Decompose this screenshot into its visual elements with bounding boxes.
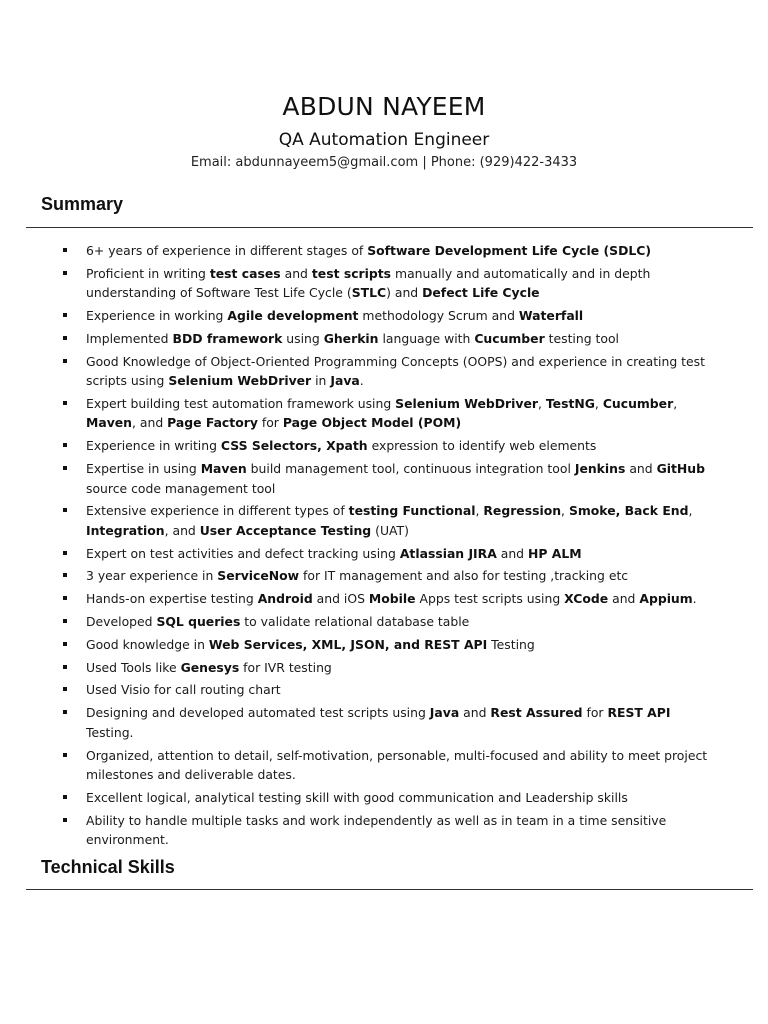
- summary-text: build management tool, continuous integration tool: [246, 461, 575, 477]
- summary-text: and: [459, 705, 491, 721]
- summary-emphasis: Atlassian JIRA: [399, 545, 497, 561]
- summary-text: Ability to handle multiple tasks and work independently as well as in team in a time sensitive environment.: [86, 812, 667, 848]
- summary-emphasis: XCode: [564, 591, 609, 607]
- summary-text: Experience in writing: [86, 438, 221, 454]
- summary-list: [60, 241, 710, 853]
- summary-text: , and: [132, 415, 168, 431]
- summary-emphasis: Java: [330, 373, 360, 389]
- summary-text: Proficient in writing: [86, 265, 210, 281]
- summary-text: ) and: [386, 285, 423, 301]
- summary-text: Apps test scripts using: [415, 591, 565, 607]
- summary-text: language with: [378, 330, 475, 346]
- summary-emphasis: Genesys: [180, 659, 240, 675]
- summary-item: [60, 329, 710, 349]
- summary-emphasis: BDD framework: [172, 330, 283, 346]
- summary-text: testing tool: [544, 330, 619, 346]
- summary-emphasis: Agile development: [227, 308, 359, 324]
- summary-text: and: [280, 265, 312, 281]
- summary-text: Experience in working: [86, 308, 228, 324]
- summary-item: [60, 306, 710, 326]
- summary-item: [60, 352, 710, 391]
- bullet-square-icon: [63, 596, 67, 600]
- summary-text: Used Tools like: [86, 659, 181, 675]
- summary-emphasis: Page Object Model (POM): [282, 415, 462, 431]
- summary-text: , and: [164, 522, 200, 538]
- summary-heading: Summary: [41, 194, 124, 214]
- summary-text: ,: [594, 395, 603, 411]
- summary-emphasis: SQL queries: [156, 614, 241, 630]
- summary-emphasis: Rest Assured: [490, 705, 583, 721]
- summary-item: [60, 241, 710, 261]
- summary-text: for IT management and also for testing ,tracking etc: [299, 568, 629, 584]
- summary-text: .: [692, 591, 697, 607]
- summary-text: Testing: [487, 636, 535, 652]
- summary-emphasis: Maven: [86, 415, 132, 431]
- summary-text: for IVR testing: [239, 659, 332, 675]
- bullet-square-icon: [63, 818, 67, 822]
- summary-emphasis: testing Functional: [348, 503, 476, 519]
- summary-text: manually and automatically and in depth understanding of Software Test Life Cycle (: [86, 265, 651, 301]
- summary-text: and: [496, 545, 528, 561]
- summary-text: for: [582, 705, 608, 721]
- summary-divider: [26, 227, 753, 228]
- summary-emphasis: GitHub: [656, 461, 705, 477]
- candidate-name: ABDUN NAYEEM: [282, 92, 486, 121]
- summary-emphasis: Smoke, Back End: [568, 503, 689, 519]
- bullet-square-icon: [63, 687, 67, 691]
- summary-emphasis: Cucumber: [474, 330, 545, 346]
- summary-emphasis: Regression: [483, 503, 562, 519]
- summary-item: [60, 658, 710, 678]
- summary-text: and: [625, 461, 657, 477]
- summary-emphasis: Defect Life Cycle: [422, 285, 540, 301]
- summary-text: (UAT): [371, 522, 409, 538]
- summary-emphasis: TestNG: [545, 395, 595, 411]
- summary-emphasis: ServiceNow: [217, 568, 300, 584]
- summary-emphasis: Web Services, XML, JSON, and REST API: [208, 636, 488, 652]
- summary-text: Organized, attention to detail, self-motivation, personable, multi-focused and ability to meet project milestones and deliverable dates.: [86, 747, 708, 783]
- summary-text: expression to identify web elements: [367, 438, 597, 454]
- bullet-square-icon: [63, 248, 67, 252]
- summary-text: ,: [688, 503, 693, 519]
- bullet-square-icon: [63, 795, 67, 799]
- summary-emphasis: Selenium WebDriver: [395, 395, 538, 411]
- summary-emphasis: test cases: [209, 265, 281, 281]
- bullet-square-icon: [63, 753, 67, 757]
- summary-text: using: [282, 330, 324, 346]
- summary-emphasis: HP ALM: [528, 545, 582, 561]
- contact-line: Email: abdunnayeem5@gmail.com | Phone: (929)422-3433: [190, 155, 578, 170]
- summary-text: Expertise in using: [86, 461, 201, 477]
- summary-text: .: [359, 373, 364, 389]
- bullet-square-icon: [63, 642, 67, 646]
- summary-emphasis: STLC: [351, 285, 387, 301]
- bullet-square-icon: [63, 710, 67, 714]
- summary-text: 3 year experience in: [86, 568, 218, 584]
- summary-text: ,: [561, 503, 569, 519]
- bullet-square-icon: [63, 619, 67, 623]
- summary-text: Used Visio for call routing chart: [86, 682, 281, 698]
- summary-emphasis: Integration: [86, 522, 165, 538]
- summary-text: 6+ years of experience in different stages of: [86, 243, 368, 258]
- summary-text: Hands-on expertise testing: [86, 591, 258, 607]
- summary-text: for: [257, 415, 283, 431]
- summary-text: and: [608, 591, 640, 607]
- summary-emphasis: Jenkins: [574, 461, 626, 477]
- summary-item: [60, 394, 710, 433]
- summary-text: source code management tool: [86, 480, 276, 496]
- summary-emphasis: Android: [257, 591, 313, 607]
- summary-text: Testing.: [86, 724, 134, 740]
- technical-skills-divider: [26, 889, 753, 890]
- summary-item: [60, 589, 710, 609]
- summary-text: Implemented: [86, 330, 173, 346]
- summary-text: in: [311, 373, 331, 389]
- summary-item: [60, 544, 710, 564]
- summary-text: ,: [475, 503, 484, 519]
- summary-item: [60, 566, 710, 586]
- bullet-square-icon: [63, 271, 67, 275]
- job-title: QA Automation Engineer: [278, 130, 490, 150]
- summary-emphasis: REST API: [607, 705, 671, 721]
- bullet-square-icon: [63, 466, 67, 470]
- summary-emphasis: CSS Selectors, Xpath: [220, 438, 368, 454]
- bullet-square-icon: [63, 313, 67, 317]
- summary-item: [60, 436, 710, 456]
- summary-item: [60, 264, 710, 303]
- summary-emphasis: Software Development Life Cycle (SDLC): [367, 243, 652, 258]
- summary-item: [60, 501, 710, 540]
- summary-emphasis: User Acceptance Testing: [199, 522, 372, 538]
- summary-text: Designing and developed automated test scripts using: [86, 705, 430, 721]
- summary-item: [60, 746, 710, 785]
- summary-emphasis: Selenium WebDriver: [168, 373, 312, 389]
- bullet-square-icon: [63, 443, 67, 447]
- summary-text: methodology Scrum and: [358, 308, 519, 324]
- summary-item: [60, 635, 710, 655]
- bullet-square-icon: [63, 336, 67, 340]
- summary-text: Good Knowledge of Object-Oriented Programming Concepts (OOPS) and experience in creating test scripts using: [86, 353, 705, 389]
- summary-item: [60, 612, 710, 632]
- summary-text: Expert building test automation framework using: [86, 395, 396, 411]
- summary-item: [60, 459, 710, 498]
- summary-text: Developed: [86, 614, 157, 630]
- bullet-square-icon: [63, 551, 67, 555]
- summary-emphasis: Mobile: [368, 591, 416, 607]
- summary-text: Extensive experience in different types of: [86, 503, 349, 519]
- bullet-square-icon: [63, 573, 67, 577]
- summary-text: ,: [537, 395, 546, 411]
- summary-item: [60, 703, 710, 742]
- summary-text: Good knowledge in: [86, 636, 209, 652]
- summary-emphasis: Maven: [200, 461, 247, 477]
- summary-emphasis: Waterfall: [518, 308, 584, 324]
- summary-emphasis: Gherkin: [323, 330, 379, 346]
- summary-item: [60, 680, 710, 700]
- summary-item: [60, 811, 710, 850]
- summary-text: Expert on test activities and defect tracking using: [86, 545, 400, 561]
- summary-item: [60, 788, 710, 808]
- summary-text: ,: [673, 395, 678, 411]
- summary-text: Excellent logical, analytical testing skill with good communication and Leadership skills: [86, 789, 628, 805]
- summary-text: to validate relational database table: [240, 614, 470, 630]
- summary-text: and iOS: [312, 591, 369, 607]
- bullet-square-icon: [63, 508, 67, 512]
- bullet-square-icon: [63, 359, 67, 363]
- bullet-square-icon: [63, 401, 67, 405]
- summary-emphasis: Page Factory: [167, 415, 258, 431]
- technical-skills-heading: Technical Skills: [41, 857, 175, 877]
- summary-emphasis: Appium: [639, 591, 693, 607]
- summary-emphasis: Cucumber: [602, 395, 674, 411]
- summary-emphasis: Java: [429, 705, 460, 721]
- bullet-square-icon: [63, 665, 67, 669]
- summary-emphasis: test scripts: [311, 265, 392, 281]
